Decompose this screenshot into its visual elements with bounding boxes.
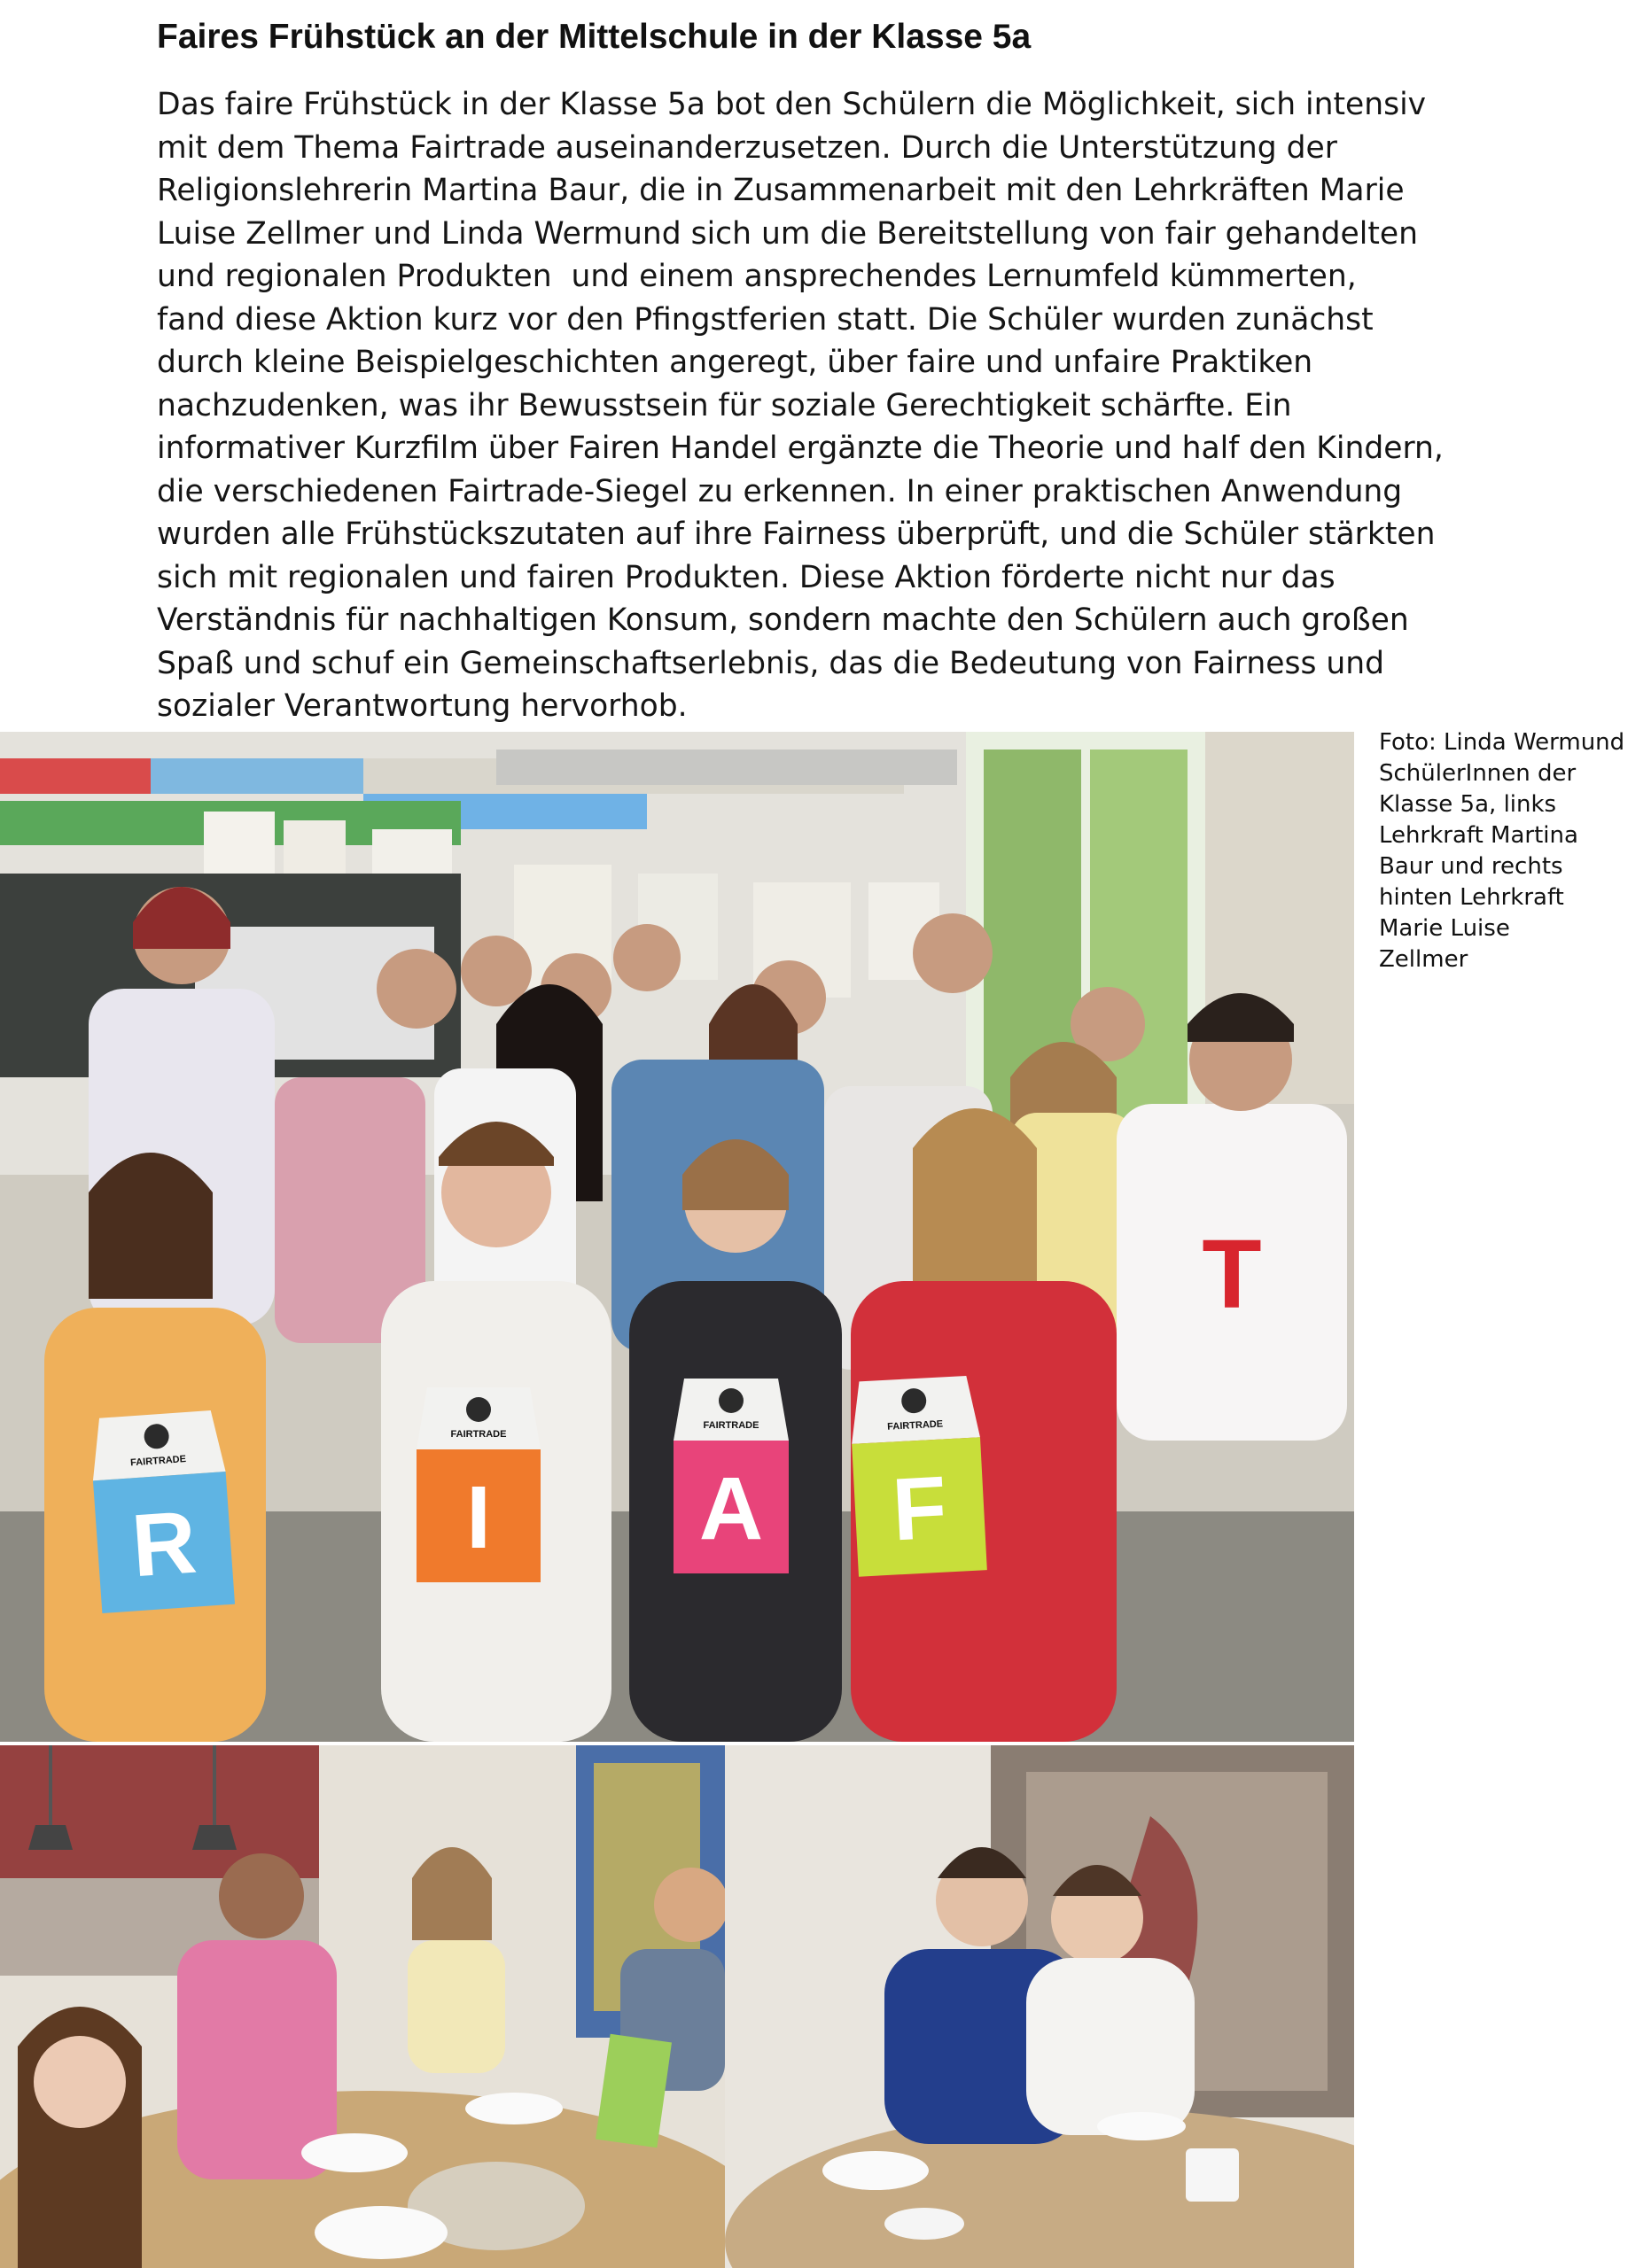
body-line: informativer Kurzfilm über Fairen Handel ergänzte die Theorie und half den Kindern, — [157, 431, 1444, 466]
fairtrade-cube — [417, 1387, 541, 1582]
body-line: die verschiedenen Fairtrade-Siegel zu erkennen. In einer praktischen Anwendung — [157, 473, 1403, 509]
body-line: nachzudenken, was ihr Bewusstsein für soziale Gerechtigkeit schärfte. Ein — [157, 387, 1292, 423]
class-group-photo — [0, 732, 1354, 1742]
breakfast-photo-left — [0, 1745, 725, 2268]
caption-line: Lehrkraft Martina — [1379, 822, 1578, 849]
body-line: durch kleine Beispielgeschichten angeregt, über faire und unfaire Praktiken — [157, 345, 1313, 380]
fairtrade-logo-icon — [719, 1388, 744, 1413]
caption-line: Zellmer — [1379, 946, 1468, 973]
cube-letter: I — [466, 1468, 491, 1567]
article-title: Faires Frühstück an der Mittelschule in der Klasse 5a — [157, 18, 1032, 56]
fairtrade-cube — [89, 1410, 235, 1613]
caption-line: SchülerInnen der — [1379, 760, 1577, 787]
cube-label: FAIRTRADE — [129, 1454, 187, 1469]
photo-caption — [1379, 727, 1645, 975]
body-line: Luise Zellmer und Linda Wermund sich um die Bereitstellung von fair gehandelten — [157, 215, 1418, 252]
cube-letter: F — [890, 1457, 950, 1560]
body-line: Religionslehrerin Martina Baur, die in Zusammenarbeit mit den Lehrkräften Marie — [157, 173, 1405, 208]
caption-line: Baur und rechts — [1379, 853, 1563, 880]
caption-line: Klasse 5a, links — [1379, 791, 1557, 818]
cube-label: FAIRTRADE — [703, 1420, 759, 1431]
cube-letter: A — [698, 1459, 764, 1558]
caption-line: Marie Luise — [1379, 915, 1510, 942]
body-line: sozialer Verantwortung hervorhob. — [157, 688, 688, 724]
body-line: und regionalen Produkten und einem ansprechendes Lernumfeld kümmerten, — [157, 259, 1357, 294]
fairtrade-cube — [849, 1375, 987, 1576]
body-line: wurden alle Frühstückszutaten auf ihre Fairness überprüft, und die Schüler stärkten — [157, 517, 1436, 552]
body-line: fand diese Aktion kurz vor den Pfingstferien statt. Die Schüler wurden zunächst — [157, 301, 1374, 338]
article-body — [157, 83, 1566, 728]
cube-label: FAIRTRADE — [886, 1418, 944, 1433]
caption-line: Foto: Linda Wermund — [1379, 729, 1625, 756]
cube-label: FAIRTRADE — [450, 1429, 507, 1440]
body-line: Verständnis für nachhaltigen Konsum, sondern machte den Schülern auch großen — [157, 602, 1409, 638]
body-line: Spaß und schuf ein Gemeinschaftserlebnis, das die Bedeutung von Fairness und — [157, 645, 1385, 681]
jersey-logo: T — [1202, 1220, 1262, 1329]
caption-line: hinten Lehrkraft — [1379, 884, 1564, 911]
body-line: Das faire Frühstück in der Klasse 5a bot den Schülern die Möglichkeit, sich intensiv — [157, 87, 1427, 122]
fairtrade-logo-icon — [466, 1397, 491, 1422]
body-line: sich mit regionalen und fairen Produkten. Diese Aktion förderte nicht nur das — [157, 559, 1336, 595]
breakfast-photo-right — [725, 1745, 1354, 2268]
body-line: mit dem Thema Fairtrade auseinanderzusetzen. Durch die Unterstützung der — [157, 129, 1337, 166]
fairtrade-cube — [674, 1379, 789, 1573]
cube-letter: R — [128, 1492, 200, 1596]
